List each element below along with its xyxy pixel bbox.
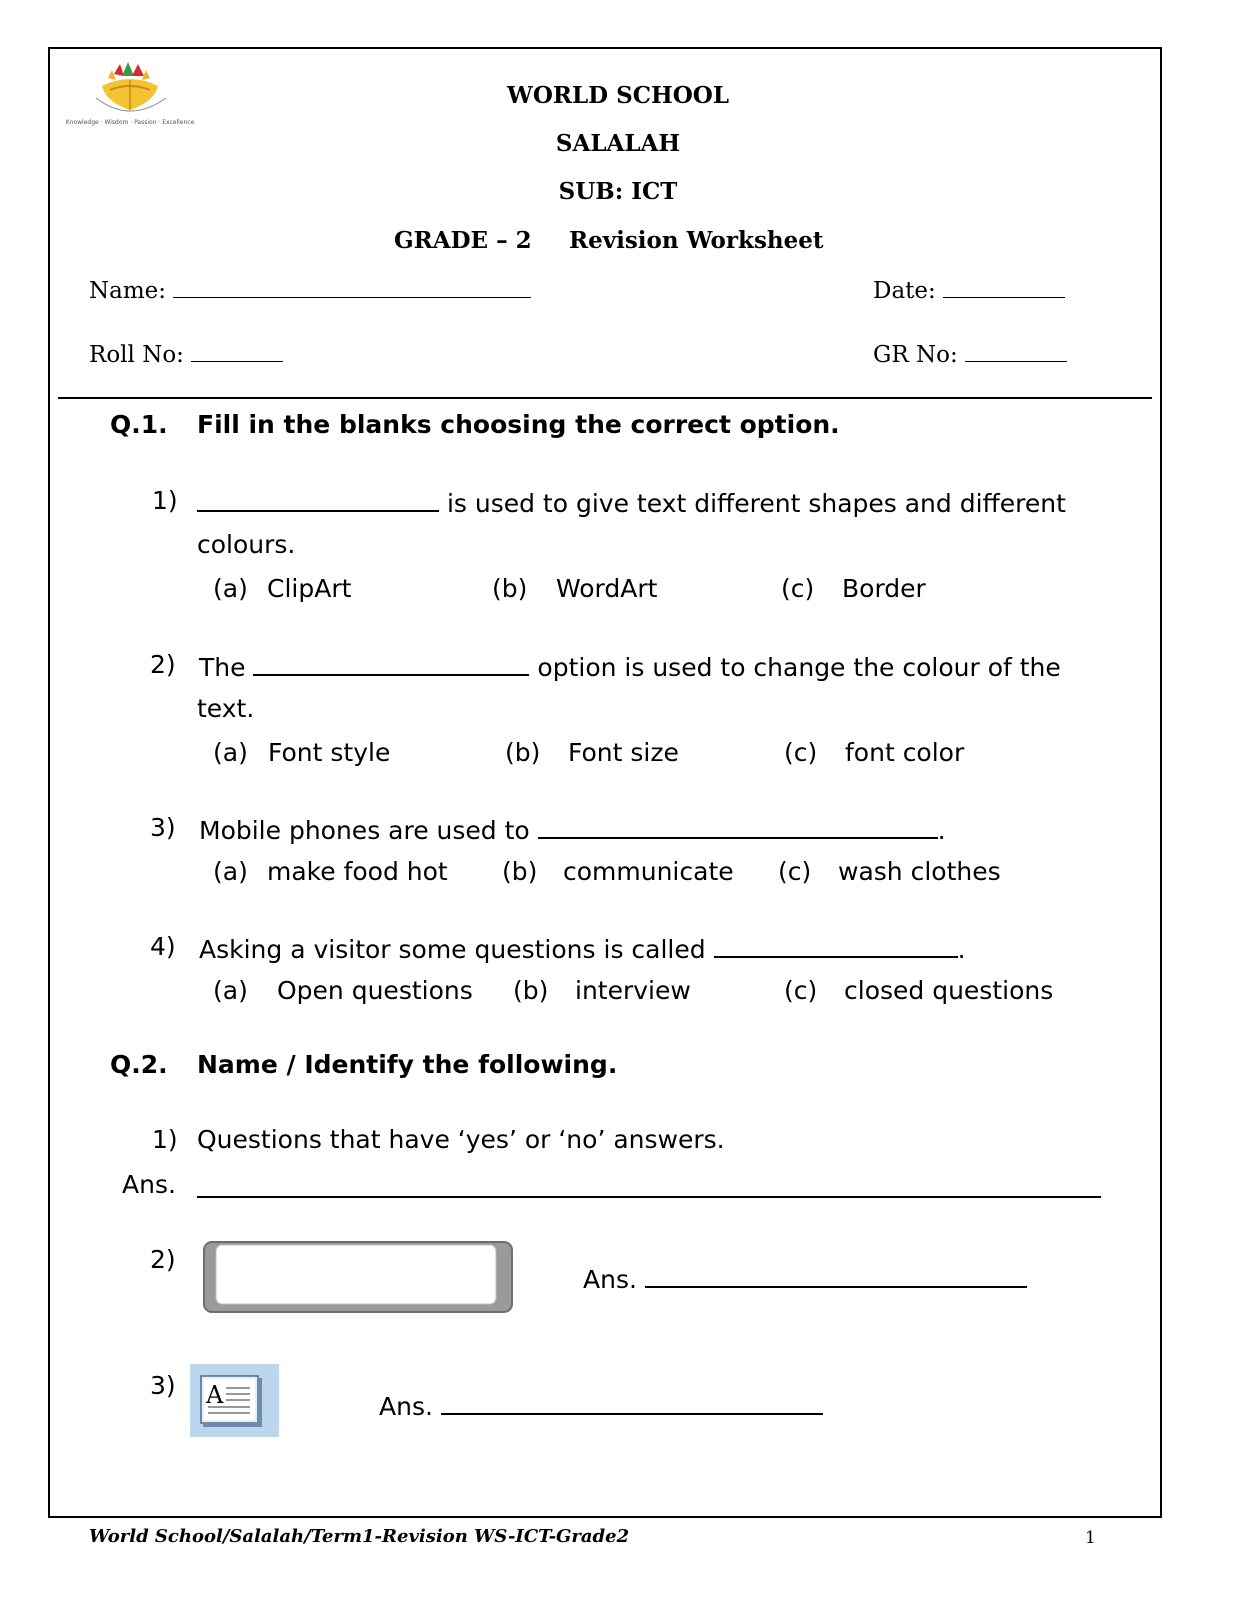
q2-item-2-answer (583, 1262, 1027, 1294)
q1-item-1-opt-c: Border (842, 574, 926, 603)
q2-item-1-text: Questions that have ‘yes’ or ‘no’ answers. (197, 1125, 725, 1154)
q1-item-1-opt-a-letter: (a) (213, 574, 248, 603)
q1-item-2-opt-c: font color (845, 738, 965, 767)
q1-label: Q.1. (110, 410, 168, 439)
q2-item-3-number: 3) (150, 1371, 176, 1400)
q1-item-1-opt-a: ClipArt (267, 574, 352, 603)
q1-item-3-text (199, 813, 946, 845)
header-divider (58, 397, 1152, 399)
q1-item-4-after: . (957, 935, 966, 964)
q1-item-3-blank[interactable] (538, 813, 938, 839)
q1-item-2-blank[interactable] (253, 650, 529, 676)
q1-item-2-opt-a: Font style (268, 738, 391, 767)
date-label: Date: (873, 278, 936, 304)
q1-item-1-opt-b: WordArt (556, 574, 658, 603)
q1-item-1-cont: colours. (197, 530, 296, 559)
worksheet-title: Revision Worksheet (569, 227, 824, 254)
q1-item-1-blank[interactable] (197, 486, 439, 512)
q2-item-2-number: 2) (150, 1245, 176, 1274)
q1-item-3-opt-b-letter: (b) (502, 857, 538, 886)
q1-title: Fill in the blanks choosing the correct option. (197, 410, 840, 439)
q1-item-1-opt-b-letter: (b) (492, 574, 528, 603)
q1-item-2-opt-b: Font size (568, 738, 679, 767)
school-city: SALALAH (555, 130, 681, 157)
q1-item-2-after: option is used to change the colour of the (537, 653, 1061, 682)
q1-item-1-opt-c-letter: (c) (781, 574, 815, 603)
q1-item-2-number: 2) (150, 650, 176, 679)
q2-item-3-ans-label: Ans. (379, 1392, 433, 1421)
name-label: Name: (89, 278, 167, 304)
gr-no-field (873, 342, 1067, 368)
q2-item-2-answer-line[interactable] (645, 1262, 1027, 1288)
school-name: WORLD SCHOOL (507, 82, 729, 109)
q2-item-2-ans-label: Ans. (583, 1265, 637, 1294)
q2-item-3-answer-line[interactable] (441, 1389, 823, 1415)
q1-item-3-opt-b: communicate (563, 857, 734, 886)
q1-item-4-opt-b-letter: (b) (513, 976, 549, 1005)
q1-item-4-before: Asking a visitor some questions is called (199, 935, 706, 964)
q2-item-3-answer (379, 1389, 823, 1421)
q1-item-3-opt-a-letter: (a) (213, 857, 248, 886)
q1-item-4-blank[interactable] (714, 932, 958, 958)
q1-item-2-opt-b-letter: (b) (505, 738, 541, 767)
date-field (873, 278, 1065, 304)
q1-item-3-number: 3) (150, 813, 176, 842)
q1-item-1-text (197, 486, 1066, 518)
name-blank[interactable] (173, 297, 531, 298)
roll-no-field (89, 342, 283, 368)
q2-item-1-number: 1) (152, 1125, 178, 1154)
q1-item-4-number: 4) (150, 932, 176, 961)
q2-label: Q.2. (110, 1050, 168, 1079)
subject: SUB: ICT (558, 178, 678, 205)
q1-item-3-opt-c: wash clothes (838, 857, 1001, 886)
q1-item-4-opt-b: interview (575, 976, 691, 1005)
q2-title: Name / Identify the following. (197, 1050, 618, 1079)
text-box-icon (190, 1364, 279, 1437)
page-number: 1 (1085, 1528, 1096, 1548)
q1-item-3-before: Mobile phones are used to (199, 816, 530, 845)
q1-item-4-opt-c: closed questions (844, 976, 1054, 1005)
date-blank[interactable] (943, 297, 1065, 298)
footer-text: World School/Salalah/Term1-Revision WS-ICT-Grade2 (89, 1526, 630, 1547)
q1-item-2-opt-c-letter: (c) (784, 738, 818, 767)
textbox-shape-icon (203, 1241, 513, 1313)
q1-item-3-opt-a: make food hot (267, 857, 448, 886)
q1-item-1-after: is used to give text different shapes and different (446, 489, 1066, 518)
gr-no-label: GR No: (873, 342, 958, 368)
gr-no-blank[interactable] (965, 361, 1067, 362)
svg-text:A: A (206, 1381, 224, 1409)
q1-item-4-text (199, 932, 966, 964)
q1-item-3-after: . (937, 816, 946, 845)
q1-item-4-opt-a-letter: (a) (213, 976, 248, 1005)
roll-no-label: Roll No: (89, 342, 184, 368)
name-field (89, 278, 531, 304)
q1-item-2-opt-a-letter: (a) (213, 738, 248, 767)
q1-item-3-opt-c-letter: (c) (778, 857, 812, 886)
q1-item-2-before: The (199, 653, 246, 682)
q1-item-2-text (199, 650, 1061, 682)
q1-item-4-opt-c-letter: (c) (784, 976, 818, 1005)
q2-item-1-ans-label: Ans. (122, 1170, 176, 1199)
q1-item-1-number: 1) (152, 486, 178, 515)
roll-no-blank[interactable] (191, 361, 283, 362)
q1-item-2-cont: text. (197, 694, 255, 723)
q2-item-1-answer-line[interactable] (197, 1196, 1101, 1198)
q1-item-4-opt-a: Open questions (277, 976, 473, 1005)
logo-motto: Knowledge · Wisdom · Passion · Excellence (65, 119, 195, 126)
grade: GRADE – 2 (394, 227, 532, 254)
